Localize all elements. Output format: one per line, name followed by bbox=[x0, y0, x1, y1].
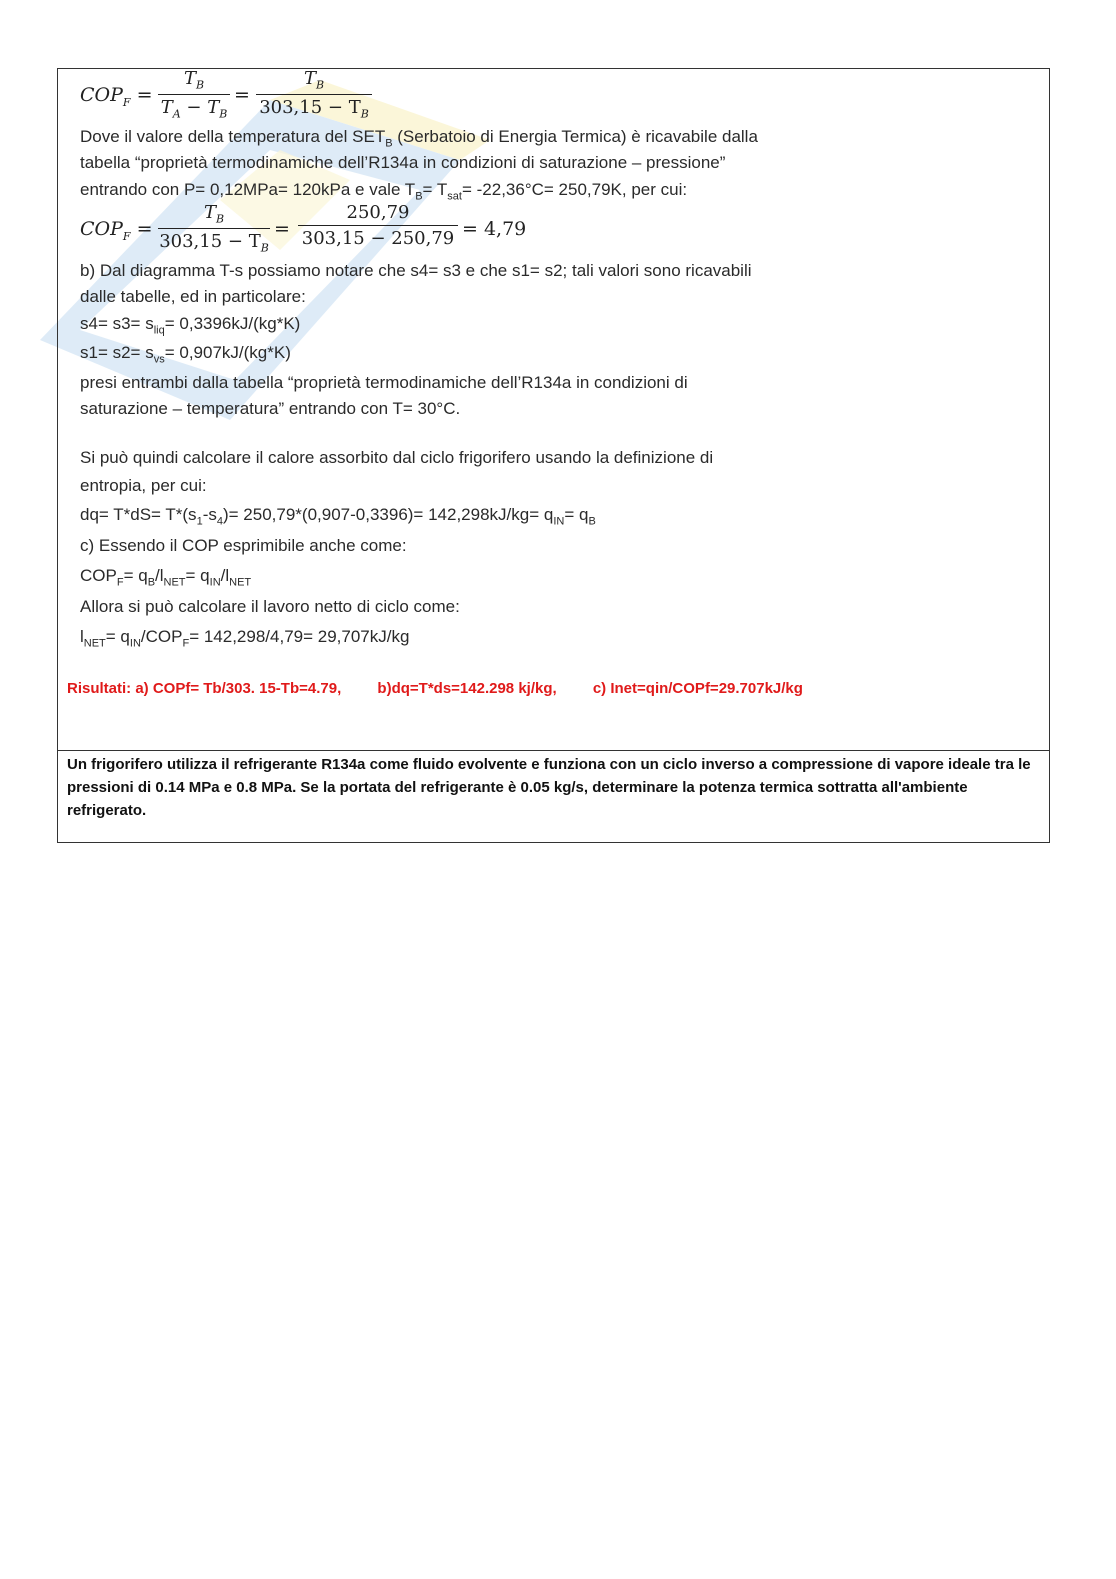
eq2-lhs: $COP_F$ = bbox=[80, 218, 153, 243]
section-divider bbox=[58, 750, 1049, 751]
para3-line6: Allora si può calcolare il lavoro netto di ciclo come: bbox=[80, 597, 460, 616]
para2-line6: saturazione – temperatura” entrando con T= 30°C. bbox=[80, 399, 461, 418]
result-b: b)dq=T*ds=142.298 kj/kg, bbox=[377, 680, 557, 697]
eq2-equals: = bbox=[274, 218, 290, 240]
eq1-equals: = bbox=[234, 84, 250, 106]
result-c: c) Inet=qin/COPf=29.707kJ/kg bbox=[592, 680, 803, 697]
para1-line1: Dove il valore della temperatura del $SET_B$ (Serbatoio di Energia Termica) è ricavabile dalla bbox=[80, 127, 758, 150]
eq2-fraction-1: $\frac{T_B}{303,15 - T_B}$ bbox=[159, 202, 269, 255]
para3-line5: $COP_F= q_B/l_{NET}= q_{IN}/l_{NET}$ bbox=[80, 566, 252, 589]
para2-line1: b) Dal diagramma T-s possiamo notare che s4= s3 e che s1= s2; tali valori sono ricavabili bbox=[80, 261, 752, 280]
eq2-fraction-2: $\frac{250,79}{303,15 - 250,79}$ bbox=[298, 202, 458, 249]
para3-line1: Si può quindi calcolare il calore assorbito dal ciclo frigorifero usando la definizione di bbox=[80, 448, 714, 467]
eq1-lhs: $COP_F$ = bbox=[80, 84, 153, 109]
result-a: Risultati: a) COPf= Tb/303. 15-Tb=4.79, bbox=[67, 680, 342, 697]
eq1-fraction-1: $\frac{T_B}{T_A - T_B}$ bbox=[158, 68, 230, 120]
para2-line2: dalle tabelle, ed in particolare: bbox=[80, 287, 306, 306]
para2-line3: $s4= s3= s_{liq}= 0,3396kJ/(kg*K)$ bbox=[80, 314, 301, 337]
para3-line2: entropia, per cui: bbox=[80, 476, 207, 495]
para1-line2: tabella “proprietà termodinamiche dell’R134a in condizioni di saturazione – pressione” bbox=[80, 153, 726, 172]
eq1-fraction-2: $\frac{T_B}{303,15 - T_B}$ bbox=[256, 68, 372, 120]
para3-line3: $dq= T*dS= T*(s_1-s_4)= 250,79*(0,907-0,3396)= 142,298kJ/kg= q_{IN}= q_B$ bbox=[80, 505, 596, 528]
para1-line3: entrando con P= 0,12MPa= 120kPa e vale $T_B= T_{sat}= -22,36^\circ C= 250,79K$, per cui: bbox=[80, 180, 688, 203]
eq2-result: = 4,79 bbox=[462, 218, 527, 240]
para3-line7: $l_{NET}= q_{IN}/COP_F= 142,298/4,79= 29,707kJ/kg$ bbox=[80, 627, 410, 650]
para3-line4: c) Essendo il COP esprimibile anche come: bbox=[80, 536, 407, 555]
para2-line5: presi entrambi dalla tabella “proprietà termodinamiche dell’R134a in condizioni di bbox=[80, 373, 688, 392]
para2-line4: $s1= s2= s_{vs}= 0,907kJ/(kg*K)$ bbox=[80, 343, 291, 366]
problem-statement: Un frigorifero utilizza il refrigerante R134a come fluido evolvente e funziona con un ciclo inverso a compressione di vapore ideale tra le pressioni di 0.14 MPa e 0.8 MPa. Se la portata del refrigerante è 0.05 kg/s, determinare la potenza termica sottratta all'ambiente refrigerato. bbox=[67, 756, 1031, 819]
results-line bbox=[67, 680, 803, 697]
